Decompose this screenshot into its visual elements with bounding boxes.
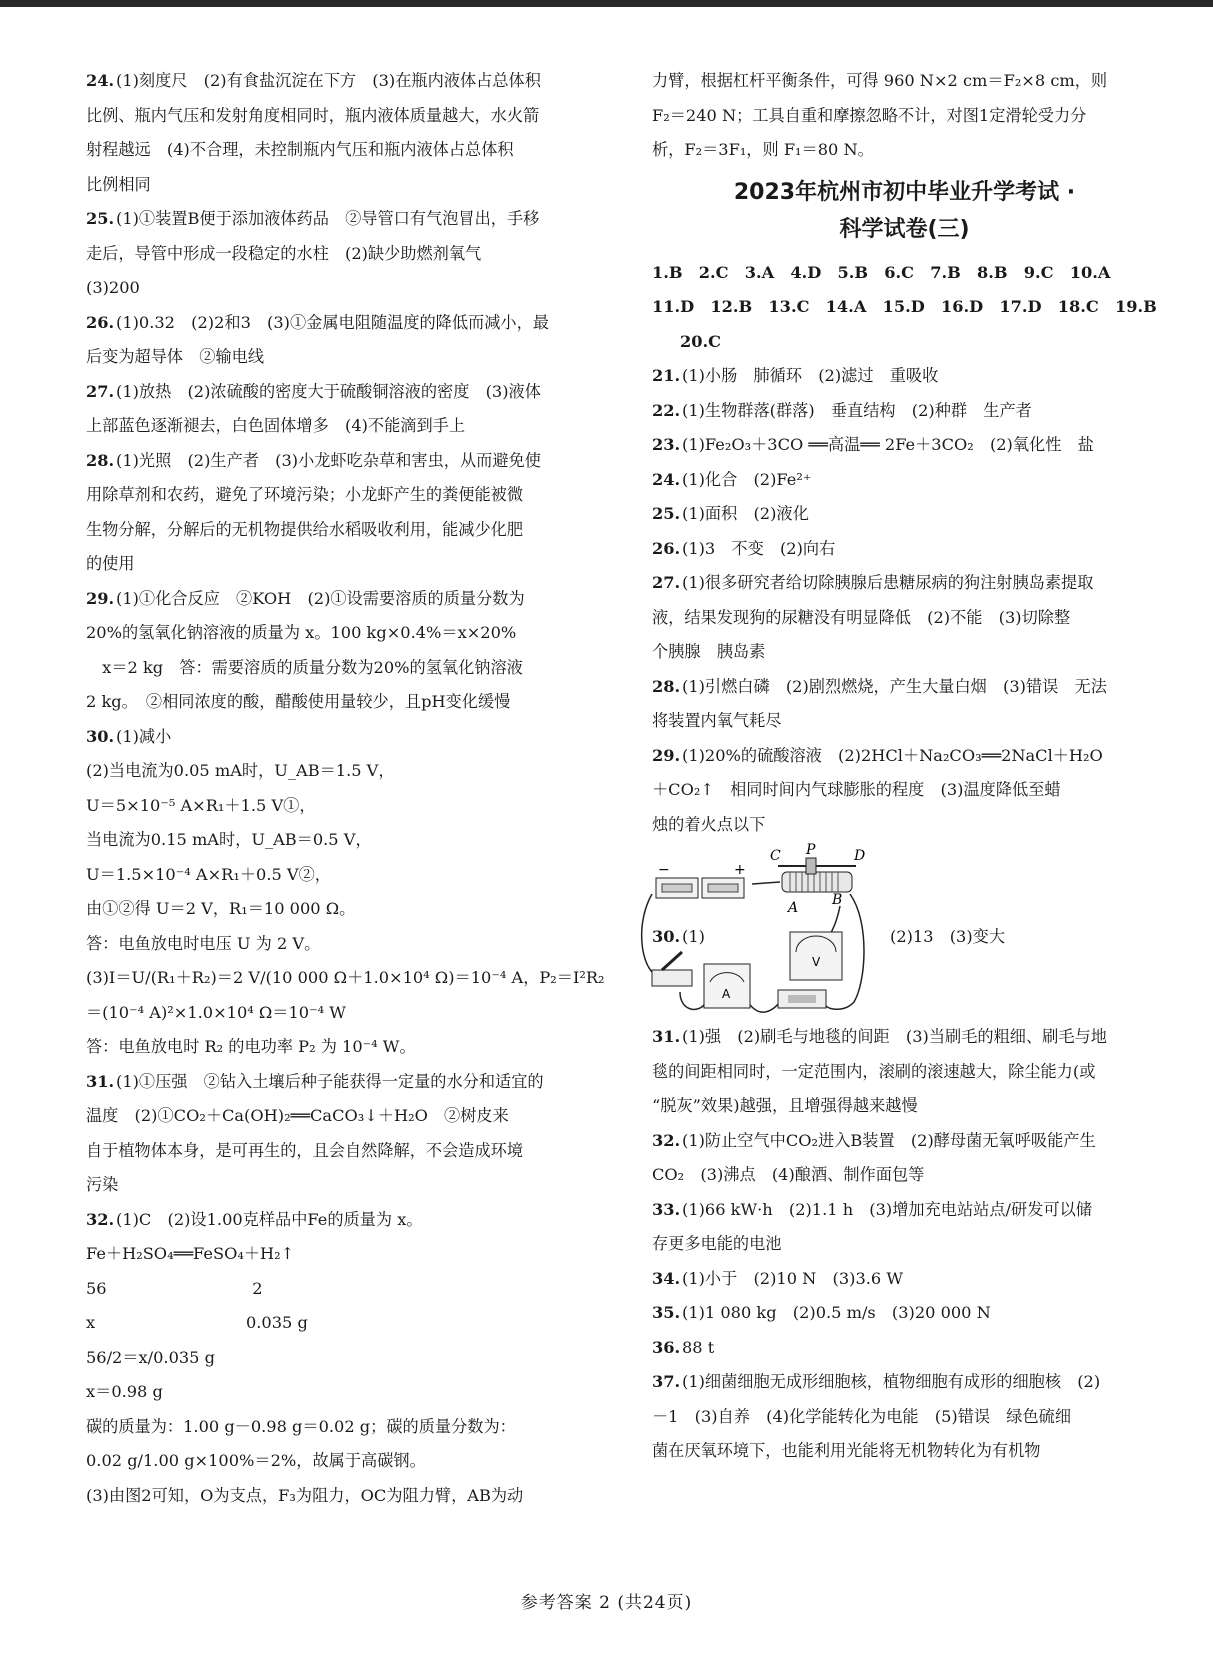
answer-text-line: (1)很多研究者给切除胰腺后患糖尿病的狗注射胰岛素提取	[682, 573, 1094, 592]
answer-26	[86, 306, 610, 375]
answer-text-line: (3)I＝U/(R₁＋R₂)＝2 V/(10 000 Ω＋1.0×10⁴ Ω)＝10⁻⁴ A，P₂＝I²R₂	[86, 968, 605, 987]
answer-30-rest: (2)13 (3)变大	[890, 927, 1006, 946]
answer-text-line: (1)0.32 (2)2和3 (3)①金属电阻随温度的降低而减小，最	[116, 312, 549, 332]
answer-text-line: (1)防止空气中CO₂进入B装置 (2)酵母菌无氧呼吸能产生	[682, 1130, 1096, 1150]
answer-32	[652, 1124, 1157, 1193]
answer-number: 30.	[652, 927, 681, 946]
answer-text-line: x＝2 kg 答：需要溶质的质量分数为20%的氢氧化钠溶液	[86, 657, 523, 677]
answer-30-circuit	[652, 842, 1157, 1020]
answer-text-line: x 0.035 g	[86, 1313, 308, 1332]
answer-27	[652, 566, 1157, 670]
answer-number: 25.	[86, 209, 115, 228]
answer-number: 32.	[86, 1209, 115, 1229]
answer-text-line: 自于植物体本身，是可再生的，且会自然降解，不会造成环境	[86, 1140, 524, 1160]
answer-25	[652, 497, 1157, 532]
label-c: C	[770, 848, 781, 864]
answer-text-line: (1)1 080 kg (2)0.5 m/s (3)20 000 N	[682, 1303, 991, 1322]
answer-text-line: 20%的氢氧化钠溶液的质量为 x。100 kg×0.4%＝x×20%	[86, 623, 517, 642]
answer-number: 31.	[652, 1027, 681, 1046]
answer-number: 28.	[86, 450, 115, 470]
answer-28	[652, 670, 1157, 739]
answer-text-line: (1)66 kW·h (2)1.1 h (3)增加充电站站点/研发可以储	[682, 1199, 1092, 1219]
mcq-line: 11.D 12.B 13.C 14.A 15.D 16.D 17.D 18.C 19.B	[652, 297, 1157, 316]
answer-text-line: 后变为超导体 ②输电线	[86, 347, 265, 366]
answer-text-line: 比例、瓶内气压和发射角度相同时，瓶内液体质量越大，水火箭	[86, 105, 540, 125]
answer-text-line: (1)小于 (2)10 N (3)3.6 W	[682, 1268, 903, 1288]
answer-text-line: (1)C (2)设1.00克样品中Fe的质量为 x。	[116, 1209, 423, 1229]
answer-text-line: 生物分解，分解后的无机物提供给水稻吸收利用，能减少化肥	[86, 519, 524, 539]
answer-text-line: 56 2	[86, 1278, 263, 1298]
answer-text-line: 答：电鱼放电时电压 U 为 2 V。	[86, 933, 321, 953]
answer-text-line: x＝0.98 g	[86, 1382, 163, 1401]
answer-32-continued-line: 析，F₂＝3F₁，则 F₁＝80 N。	[652, 140, 874, 159]
answer-text-line: 0.02 g/1.00 g×100%＝2%，故属于高碳钢。	[86, 1451, 426, 1470]
answer-number: 27.	[652, 573, 681, 592]
answer-text-line: (2)当电流为0.05 mA时，U_AB＝1.5 V，	[86, 761, 395, 780]
mcq-line: 20.C	[680, 331, 722, 351]
answer-23	[652, 428, 1157, 463]
answer-text-line: (1)细菌细胞无成形细胞核，植物细胞有成形的细胞核 (2)	[682, 1372, 1101, 1391]
answer-text-line: 88 t	[682, 1337, 715, 1357]
answer-text-line: (1)减小	[116, 726, 172, 746]
answer-25	[86, 202, 610, 306]
answer-21	[652, 359, 1157, 394]
answer-text-line: 碳的质量为：1.00 g－0.98 g＝0.02 g；碳的质量分数为：	[86, 1416, 516, 1436]
svg-text:−: −	[658, 862, 670, 878]
answer-number: 25.	[652, 504, 681, 523]
answer-text-line: (1)光照 (2)生产者 (3)小龙虾吃杂草和害虫，从而避免使	[116, 450, 541, 470]
voltmeter-label: V	[812, 955, 821, 969]
page-footer: 参考答案 2 (共24页)	[520, 1593, 693, 1613]
answer-number: 30.	[86, 726, 115, 746]
answer-text-line: “脱灰”效果)越强，且增强得越来越慢	[652, 1096, 918, 1115]
ammeter-label: A	[722, 987, 731, 1001]
answer-text-line: 毯的间距相同时，一定范围内，滚刷的滚速越大，除尘能力(或	[652, 1061, 1096, 1081]
answer-text-line: －1 (3)自养 (4)化学能转化为电能 (5)错误 绿色硫细	[652, 1406, 1072, 1426]
answer-text-line: 液，结果发现狗的尿糖没有明显降低 (2)不能 (3)切除整	[652, 607, 1071, 627]
answer-24	[86, 64, 610, 202]
answer-number: 34.	[652, 1268, 681, 1288]
answer-30-part1: (1)	[682, 927, 705, 946]
answer-text-line: 存更多电能的电池	[652, 1234, 782, 1253]
answer-number: 33.	[652, 1199, 681, 1219]
answer-number: 21.	[652, 366, 681, 385]
label-b: B	[832, 892, 843, 908]
answer-33	[652, 1193, 1157, 1262]
answer-29	[652, 739, 1157, 843]
scan-top-edge	[0, 0, 1213, 7]
answer-26	[652, 532, 1157, 567]
right-column	[652, 64, 1157, 1469]
answer-37	[652, 1365, 1157, 1469]
answer-24	[652, 463, 1157, 498]
answer-number: 23.	[652, 435, 681, 454]
answer-number: 29.	[86, 588, 115, 608]
answer-text-line: (3)200	[86, 278, 140, 297]
answer-number: 37.	[652, 1372, 681, 1391]
answer-number: 26.	[86, 312, 115, 332]
answer-text-line: (1)引燃白磷 (2)剧烈燃烧，产生大量白烟 (3)错误 无法	[682, 676, 1107, 696]
answer-number: 29.	[652, 745, 681, 765]
answer-text-line: (1)强 (2)刷毛与地毯的间距 (3)当刷毛的粗细、刷毛与地	[682, 1027, 1107, 1046]
answer-text-line: 用除草剂和农药，避免了环境污染；小龙虾产生的粪便能被微	[86, 485, 524, 504]
answer-34	[652, 1262, 1157, 1297]
multiple-choice-answers	[652, 256, 1157, 360]
answer-31	[652, 1020, 1157, 1124]
circuit-diagram	[640, 842, 870, 1020]
answer-number: 22.	[652, 400, 681, 420]
answer-text-line: (1)Fe₂O₃＋3CO ══高温══ 2Fe＋3CO₂ (2)氧化性 盐	[682, 435, 1094, 454]
label-p: P	[806, 842, 816, 858]
answer-32-continued-line: 力臂，根据杠杆平衡条件，可得 960 N×2 cm＝F₂×8 cm，则	[652, 71, 1108, 90]
answer-text-line: (1)小肠 肺循环 (2)滤过 重吸收	[682, 366, 939, 385]
answer-22	[652, 394, 1157, 429]
answer-text-line: 上部蓝色逐渐褪去，白色固体增多 (4)不能滴到手上	[86, 416, 466, 435]
answer-number: 27.	[86, 381, 115, 401]
answer-text-line: 烛的着火点以下	[652, 814, 766, 834]
answer-text-line: 答：电鱼放电时 R₂ 的电功率 P₂ 为 10⁻⁴ W。	[86, 1037, 416, 1056]
answer-text-line: (1)面积 (2)液化	[682, 504, 809, 523]
answer-text-line: 2 kg。 ②相同浓度的酸，醋酸使用量较少，且pH变化缓慢	[86, 692, 511, 711]
answer-text-line: 走后，导管中形成一段稳定的水柱 (2)缺少助燃剂氧气	[86, 243, 482, 263]
answer-text-line: 由①②得 U＝2 V，R₁＝10 000 Ω。	[86, 899, 356, 918]
answer-36	[652, 1331, 1157, 1366]
answer-27	[86, 375, 610, 444]
answer-32	[86, 1203, 610, 1514]
answer-text-line: 菌在厌氧环境下，也能利用光能将无机物转化为有机物	[652, 1441, 1041, 1460]
label-d: D	[854, 848, 866, 864]
answer-text-line: U＝1.5×10⁻⁴ A×R₁＋0.5 V②，	[86, 864, 331, 884]
answer-text-line: (1)①装置B便于添加液体药品 ②导管口有气泡冒出，手移	[116, 209, 540, 228]
answer-28	[86, 444, 610, 582]
svg-text:+: +	[734, 862, 746, 878]
answer-31	[86, 1065, 610, 1203]
answer-text-line: 的使用	[86, 554, 135, 573]
answer-text-line: 将装置内氧气耗尽	[652, 711, 782, 730]
answer-number: 35.	[652, 1303, 681, 1322]
answer-text-line: 当电流为0.15 mA时，U_AB＝0.5 V，	[86, 830, 372, 849]
label-a: A	[788, 900, 799, 916]
answer-number: 36.	[652, 1337, 681, 1357]
answer-number: 26.	[652, 538, 681, 558]
answer-text-line: (3)由图2可知，O为支点，F₃为阻力，OC为阻力臂，AB为动	[86, 1485, 524, 1505]
answer-text-line: (1)生物群落(群落) 垂直结构 (2)种群 生产者	[682, 400, 1032, 420]
answer-text-line: 污染	[86, 1175, 119, 1194]
answer-35	[652, 1296, 1157, 1331]
answer-number: 31.	[86, 1071, 115, 1091]
answer-text-line: (1)放热 (2)浓硫酸的密度大于硫酸铜溶液的密度 (3)液体	[116, 381, 541, 401]
exam-subtitle: 科学试卷(三)	[839, 216, 970, 242]
answer-number: 28.	[652, 676, 681, 696]
answer-text-line: CO₂ (3)沸点 (4)酿酒、制作面包等	[652, 1165, 925, 1184]
answer-text-line: 56/2＝x/0.035 g	[86, 1347, 215, 1367]
answer-29	[86, 582, 610, 720]
answer-text-line: 温度 (2)①CO₂＋Ca(OH)₂══CaCO₃↓＋H₂O ②树皮来	[86, 1106, 509, 1125]
answer-text-line: ＝(10⁻⁴ A)²×1.0×10⁴ Ω＝10⁻⁴ W	[86, 1002, 346, 1022]
answer-text-line: (1)化合 (2)Fe²⁺	[682, 469, 812, 489]
left-column	[86, 64, 610, 1513]
answer-number: 24.	[86, 71, 115, 90]
answer-text-line: U＝5×10⁻⁵ A×R₁＋1.5 V①，	[86, 795, 316, 815]
answer-32-continued-line: F₂＝240 N；工具自重和摩擦忽略不计，对图1定滑轮受力分	[652, 105, 1087, 125]
answer-text-line: Fe＋H₂SO₄══FeSO₄＋H₂↑	[86, 1244, 295, 1263]
answer-30	[86, 720, 610, 1065]
answer-text-line: 射程越远 (4)不合理，未控制瓶内气压和瓶内液体占总体积	[86, 140, 514, 159]
answer-text-line: (1)①压强 ②钻入土壤后种子能获得一定量的水分和适宜的	[116, 1071, 544, 1091]
answer-text-line: (1)3 不变 (2)向右	[682, 538, 836, 558]
exam-title: 2023年杭州市初中毕业升学考试 ·	[733, 179, 1076, 205]
answer-text-line: (1)刻度尺 (2)有食盐沉淀在下方 (3)在瓶内液体占总体积	[116, 71, 541, 90]
answer-text-line: 个胰腺 胰岛素	[652, 642, 766, 661]
answer-text-line: ＋CO₂↑ 相同时间内气球膨胀的程度 (3)温度降低至蜡	[652, 780, 1061, 799]
answer-number: 32.	[652, 1130, 681, 1150]
answer-text-line: 比例相同	[86, 174, 151, 194]
answer-text-line: (1)20%的硫酸溶液 (2)2HCl＋Na₂CO₃══2NaCl＋H₂O	[682, 745, 1103, 765]
answer-number: 24.	[652, 469, 681, 489]
answer-text-line: (1)①化合反应 ②KOH (2)①设需要溶质的质量分数为	[116, 588, 525, 608]
mcq-line: 1.B 2.C 3.A 4.D 5.B 6.C 7.B 8.B 9.C 10.A	[652, 262, 1111, 282]
